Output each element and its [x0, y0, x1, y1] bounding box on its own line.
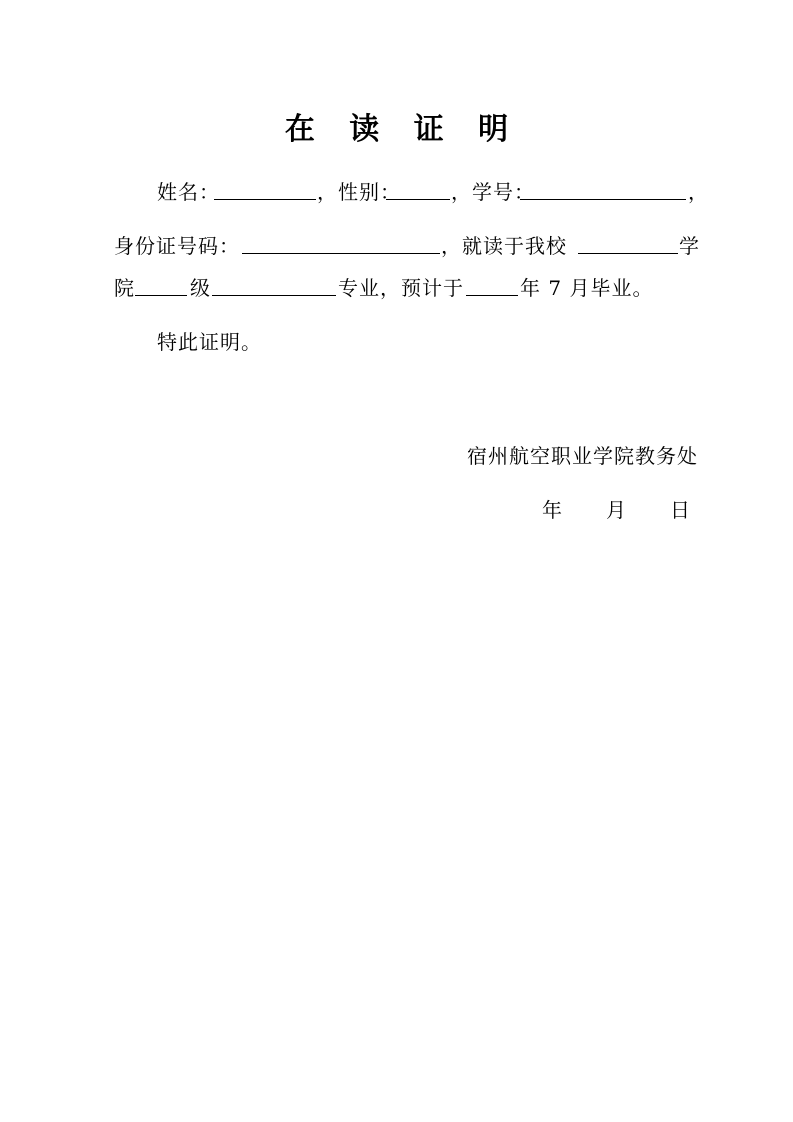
gender-field[interactable]: [386, 199, 450, 200]
statement-line: [0, 326, 793, 358]
date-month: 月: [606, 498, 627, 522]
college-suffix-2: 院: [114, 276, 135, 300]
grade-label: 级: [190, 276, 211, 300]
graduation-label: 年 7 月毕业。: [520, 276, 654, 300]
college-suffix-1: 学: [679, 234, 700, 258]
student-id-label: ，学号：: [451, 180, 535, 204]
id-college-line: [0, 230, 793, 262]
issuer-name: 宿州航空职业学院教务处: [467, 444, 698, 468]
college-field[interactable]: [578, 253, 678, 254]
statement-text: 特此证明。: [157, 330, 262, 354]
grade-field[interactable]: [135, 295, 187, 296]
date-year: 年: [542, 498, 563, 522]
gender-label: ，性别：: [317, 180, 401, 204]
name-label: 姓名：: [157, 180, 220, 204]
major-field[interactable]: [212, 295, 336, 296]
line1-end-comma: ，: [688, 180, 709, 204]
enrolled-label: ，就读于我校: [441, 234, 567, 258]
major-label: 专业，预计于: [338, 276, 464, 300]
id-number-field[interactable]: [242, 253, 440, 254]
page-title: 在 读 证 明: [284, 112, 521, 147]
name-field[interactable]: [214, 199, 316, 200]
name-gender-id-line: [0, 176, 793, 208]
student-id-field[interactable]: [520, 199, 686, 200]
id-number-label: 身份证号码：: [114, 234, 240, 258]
graduation-year-field[interactable]: [466, 295, 518, 296]
grade-major-line: [0, 272, 793, 304]
date-day: 日: [670, 498, 691, 522]
